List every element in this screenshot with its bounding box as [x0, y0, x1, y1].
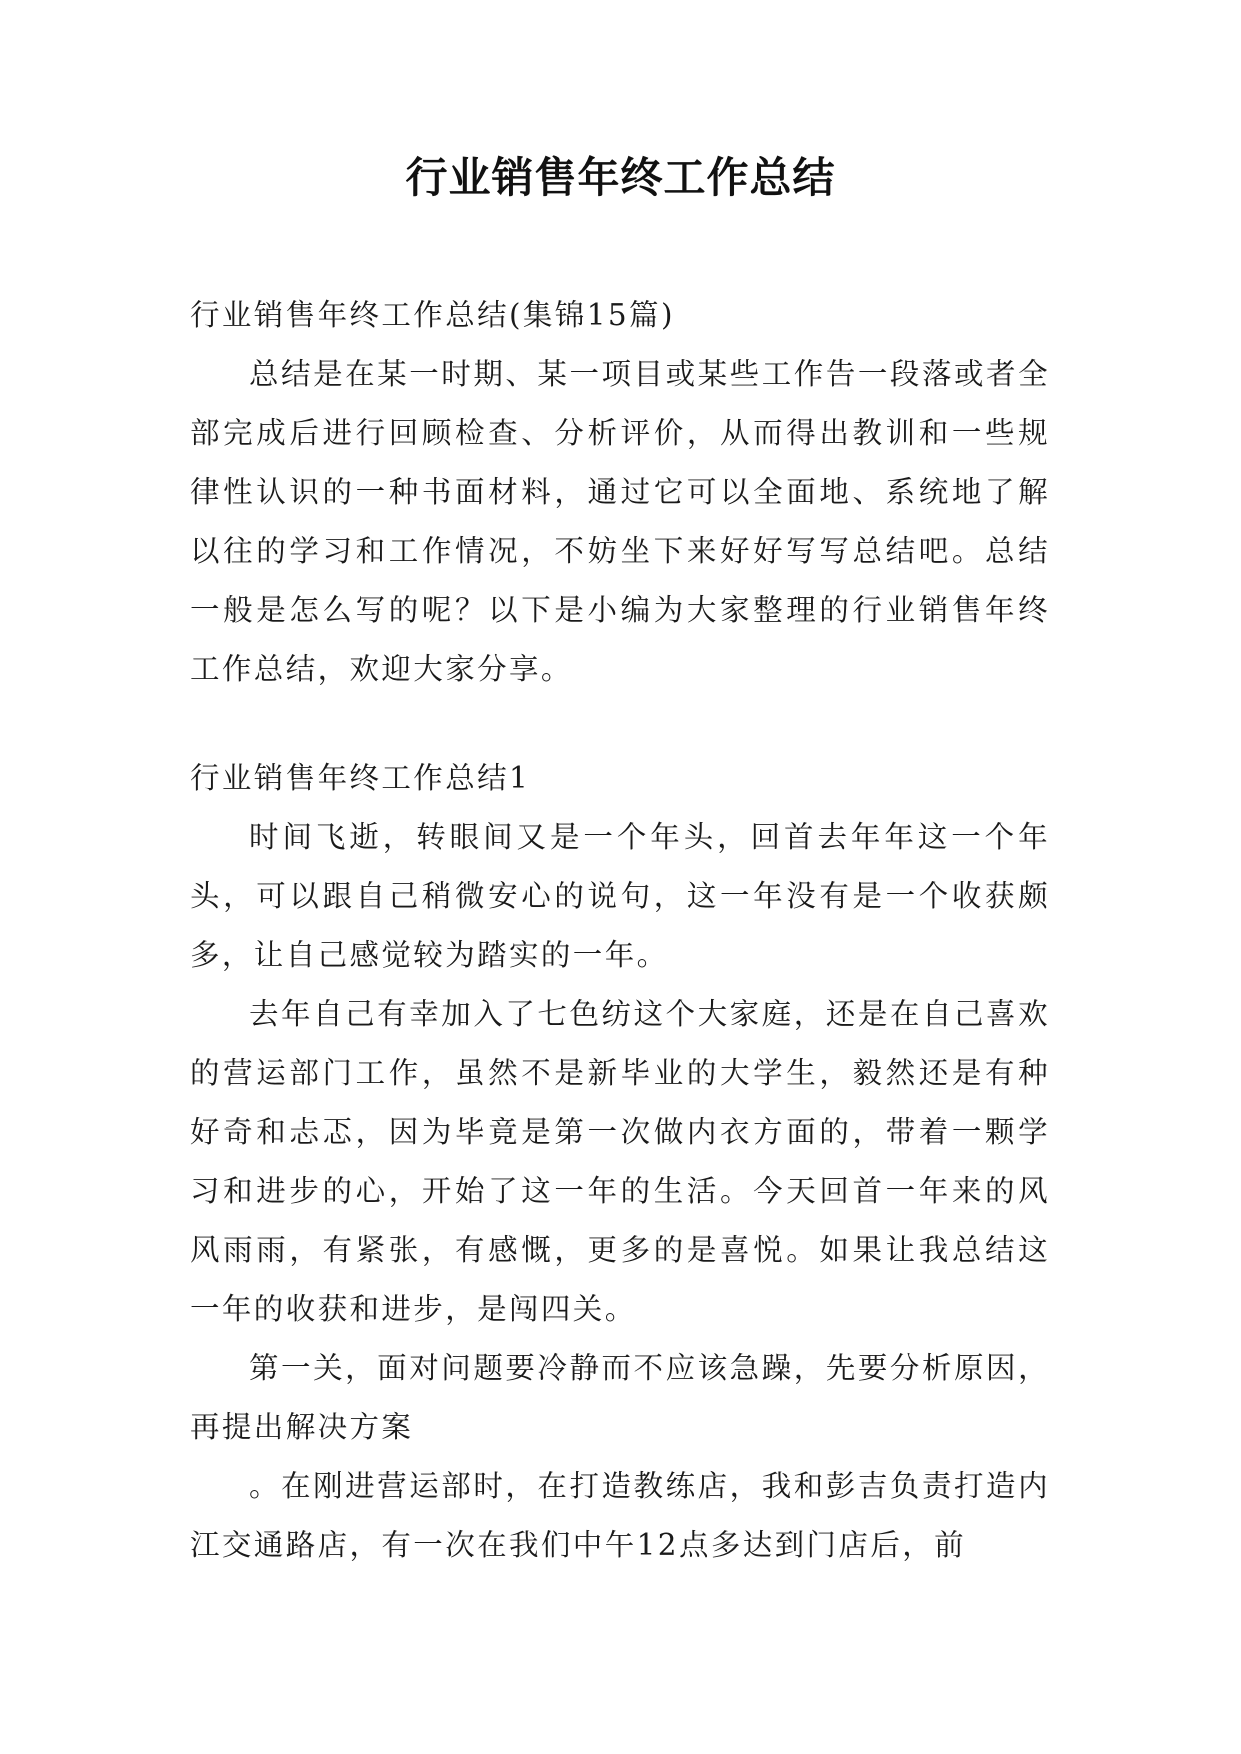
- body-paragraph: 去年自己有幸加入了七色纺这个大家庭，还是在自己喜欢的营运部门工作，虽然不是新毕业的大学生，毅然还是有种好奇和忐忑，因为毕竟是第一次做内衣方面的，带着一颗学习和进步的心，开始了这一年的生活。今天回首一年来的风风雨雨，有紧张，有感慨，更多的是喜悦。如果让我总结这一年的收获和进步，是闯四关。: [190, 997, 1050, 1326]
- body-paragraph: 时间飞逝，转眼间又是一个年头，回首去年年这一个年头，可以跟自己稍微安心的说句，这一年没有是一个收获颇多，让自己感觉较为踏实的一年。: [190, 820, 1050, 972]
- document-body: [190, 286, 1050, 1575]
- document-subtitle: 行业销售年终工作总结(集锦15篇): [190, 298, 675, 332]
- section-heading: 行业销售年终工作总结1: [190, 761, 531, 795]
- section-spacer: [190, 699, 1050, 749]
- document-title: 行业销售年终工作总结: [405, 153, 836, 202]
- body-paragraph: 。在刚进营运部时，在打造教练店，我和彭吉负责打造内江交通路店，有一次在我们中午12点多达到门店后，前: [190, 1469, 1050, 1562]
- intro-paragraph: 总结是在某一时期、某一项目或某些工作告一段落或者全部完成后进行回顾检查、分析评价，从而得出教训和一些规律性认识的一种书面材料，通过它可以全面地、系统地了解以往的学习和工作情况，不妨坐下来好好写写总结吧。总结一般是怎么写的呢？以下是小编为大家整理的行业销售年终工作总结，欢迎大家分享。: [190, 357, 1050, 686]
- body-paragraph: 第一关，面对问题要冷静而不应该急躁，先要分析原因，再提出解决方案: [190, 1351, 1050, 1444]
